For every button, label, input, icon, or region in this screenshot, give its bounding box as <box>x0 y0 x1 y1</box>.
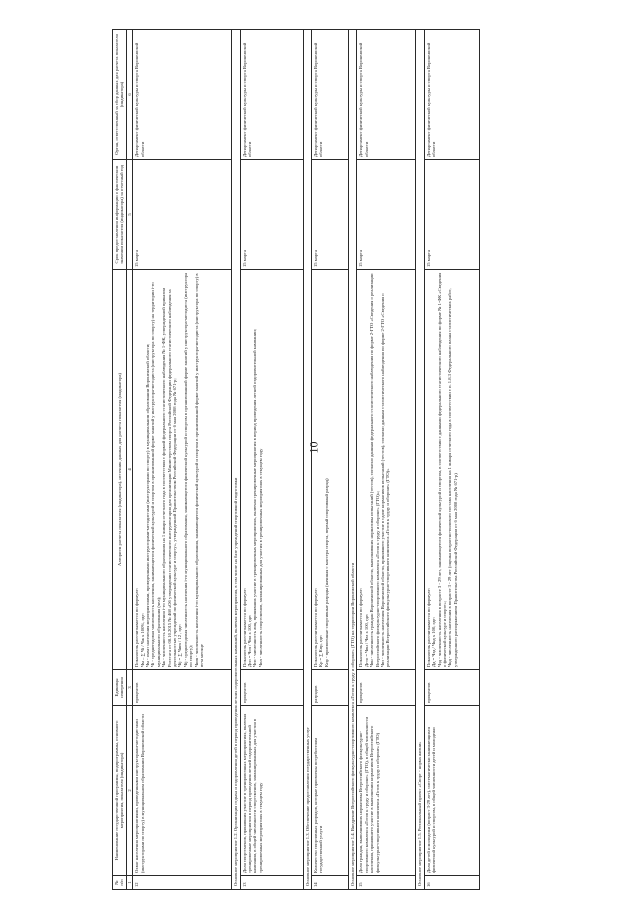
responsible: Департамент физической культуры и спорта Воронежской области <box>312 30 349 160</box>
deadline: 15 марта <box>357 160 416 270</box>
table-header-row <box>113 30 127 890</box>
column-number: 2 <box>126 706 132 876</box>
unit: процентов <box>133 670 232 706</box>
algorithm: Показатель рассчитывается по формуле: Дгто = Чвн / Чвз x 100, где: Чвн - численность граждан Воронежской области, выполнивших нормативы испытаний (тестов), согласно данным федерального статистического наблюдения по форме 2-ГТО «Сведения о реализации Всероссийского физкультурно-спортивного комплекса «Готов к труду и обороне» (ГТО)»; Чвз - численность населения Воронежской области, принявшего участие в сдаче нормативов испытаний (тестов), согласно данным статистического наблюдения по форме 2-ГТО «Сведения о реализации Всероссийского физкультурно-спортивного комплекса «Готов к труду и обороне» (ГТО)» <box>357 270 416 670</box>
column-number: 1 <box>126 876 132 890</box>
row-number: 12 <box>133 876 232 890</box>
unit: процентов <box>424 670 479 706</box>
section-row <box>303 30 311 890</box>
table-row <box>133 30 232 890</box>
unit: разрядов <box>312 670 349 706</box>
indicator-name: Доля граждан, выполнивших нормативы Всероссийского физкультурно-спортивного комплекса «Готов к труду и обороне» (ГТО), в общей численности населения, принявшего участие в выполнении нормативов Всероссийского физкультурно-спортивного комплекса «Готов к труду и обороне» (ГТО) <box>357 706 416 876</box>
row-number: 13 <box>240 876 303 890</box>
indicator-name: Охват населения мероприятиями, проведенными инструкторами-методистами (инструкторами по спорту) в муниципальном образовании Воронежской области <box>133 706 232 876</box>
responsible: Департамент физической культуры и спорта Воронежской области <box>357 30 416 160</box>
unit: процентов <box>357 670 416 706</box>
responsible: Департамент физической культуры и спорта Воронежской области <box>424 30 479 160</box>
deadline: 15 марта <box>312 160 349 270</box>
header-deadline: Срок предоставления информации о фактическом значении показателя (индикатора) за отчетный год <box>113 160 127 270</box>
document-sheet <box>112 30 542 890</box>
page-number: 10 <box>306 441 321 454</box>
row-number: 15 <box>357 876 416 890</box>
section-title: Основное мероприятие 1.4. Внедрение Всероссийского физкультурно-спортивного комплекса «Готов к труду и обороне» (ГТО) на территории Воронежской области <box>349 30 357 890</box>
section-row <box>416 30 424 890</box>
section-title: Основное мероприятие 1.5. Региональный проект «Спорт - норма жизни» <box>416 30 424 890</box>
row-number: 14 <box>312 876 349 890</box>
algorithm: Показатель рассчитывается по формуле: Чм – ∑ Чi / Чж x 100%, где: Чм - охват населения мероприятиями, проведенными инструкторами-методистами (инструкторами по спорту) в муниципальном образовании Воронежской области; Чi - среднегодовая численность населения, занимающегося физической культурой и спортом в организованной форме занятий у инструктора-методиста (инструктора по спорту) на территории i-го муниципального образования (чел); Чж - численность населения i-го муниципального образования на 1 января отчетного года в соответствии с формой федерального статистического наблюдения № 1-ФК, утвержденной приказом Росстата от 08.10.2015 № 468 «Об утверждении статистического инструментария для организации Министерством спорта Российской Федерации федерального статистического наблюдения за деятельностью учреждений по физической культуре и спорту», утвержденной Правительством Российской Федерации от 6 мая 2008 года № 671-р; Чij = ∑ Чиm / 12 , где: Чij - среднегодовая численность населения i-го муниципального образования, занимающегося физической культурой и спортом в организованной форме занятий у инструктора-методиста (инструктора по спорту); Чиm - численность населения i-го муниципального образования, занимающегося физической культурой и спортом в организованной форме занятий у инструктора-методиста (инструктора по спорту) в m-м месяце <box>133 270 232 670</box>
table-row <box>424 30 479 890</box>
unit: процентов <box>240 670 303 706</box>
column-number: 4 <box>126 270 132 670</box>
deadline: 15 марта <box>240 160 303 270</box>
algorithm: Показатель рассчитывается по формуле: Кр = ∑ Кпр, где: Кпр - присвоенные спортивные разряды (начиная с мастера спорта, первый спортивный разряд) <box>312 270 349 670</box>
indicator-name: Доля спортсменов, принявших участие в тренировочных мероприятиях, включая тренировочные мероприятия в период проведения летней оздоровительной кампании, в общей численности спортсменов, запланированных для участия в тренировочных мероприятиях в текущем году <box>240 706 303 876</box>
header-responsible: Орган, ответственный за сбор данных для расчета показателя (индикатора) <box>113 30 127 160</box>
indicator-name: Доля детей и молодежи (возраст 3-29 лет), систематически занимающихся физической культурой и спортом, в общей численности детей и молодежи <box>424 706 479 876</box>
header-num: № п/п <box>113 876 127 890</box>
algorithm: Показатель рассчитывается по формуле: Дд = Чзд / Чнд x 100, где: Чзд - численность населения в возрасте 3 - 29 лет, занимающегося физической культурой и спортом, в соответствии с данными федерального статистического наблюдения по форме № 1-ФК «Сведения о физической культуре и спорте»; Чнд - численность населения в возрасте 3 - 29 лет (оценка возрастно-полового состава населения на 1 января отчетного года в соответствии с п. 1.8.3 Федерального плана статистических работ, утвержденного распоряжением Правительства Российской Федерации от 6 мая 2008 года № 671-р) <box>424 270 479 670</box>
row-number: 16 <box>424 876 479 890</box>
indicators-table <box>112 29 480 890</box>
algorithm: Показатель рассчитывается по формуле: Дсп = Чсп / Чпл x 100, где: Чсп - численность лиц, принявших участие в тренировочных мероприятиях, включая тренировочные мероприятия в период проведения летней оздоровительной кампании; Чпл - численность спортсменов, запланированных для участия в тренировочных мероприятиях в текущем году <box>240 270 303 670</box>
header-unit: Единицы измерения <box>113 670 127 706</box>
responsible: Департамент физической культуры и спорта Воронежской области <box>133 30 232 160</box>
section-row <box>349 30 357 890</box>
table-row <box>357 30 416 890</box>
section-row <box>232 30 240 890</box>
deadline: 15 марта <box>133 160 232 270</box>
column-number: 6 <box>126 30 132 160</box>
column-number: 5 <box>126 160 132 270</box>
section-title: Основное мероприятие 1.3. Обеспечение предоставления государственных услуг <box>303 30 311 890</box>
header-algorithm: Алгоритм расчета показателя (индикатора), источник данных для расчета показателя (индикатора) <box>113 270 127 670</box>
table-row <box>240 30 303 890</box>
deadline: 15 марта <box>424 160 479 270</box>
section-title: Основное мероприятие 1.2. Организация отдыха и оздоровления детей в период проведения летних оздоровительных кампаний, включая мероприятия, в том числе на базе учреждений спортивной подготовки <box>232 30 240 890</box>
column-number: 3 <box>126 670 132 706</box>
table-row <box>312 30 349 890</box>
header-name: Наименование государственной программы, подпрограммы, основного мероприятия, показателя (индикатора) <box>113 706 127 876</box>
indicator-name: Количество спортивных разрядов, которые присвоены потребителям государственной услуги <box>312 706 349 876</box>
responsible: Департамент физической культуры и спорта Воронежской области <box>240 30 303 160</box>
